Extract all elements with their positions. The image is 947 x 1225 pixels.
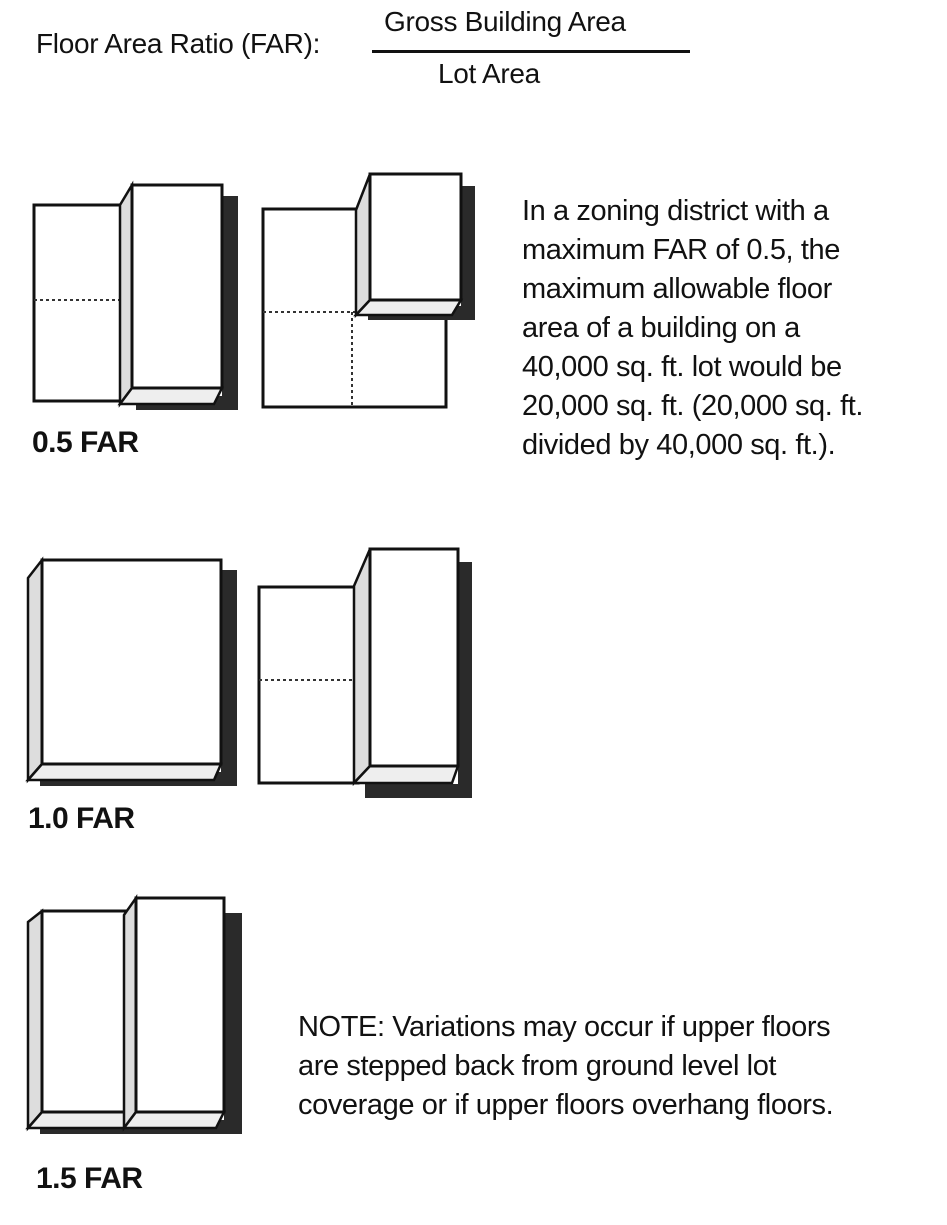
note-line: are stepped back from ground level lot — [298, 1050, 777, 1082]
explanation-line: maximum FAR of 0.5, the — [522, 234, 840, 266]
note-line: NOTE: Variations may occur if upper floors — [298, 1011, 831, 1043]
note-line: coverage or if upper floors overhang floors. — [298, 1089, 834, 1121]
note-text — [298, 1008, 943, 1125]
far-1-0-diagram-b — [259, 549, 472, 798]
formula-label: Floor Area Ratio (FAR): — [36, 28, 321, 59]
far-explanation — [522, 192, 942, 465]
far-label-1-5: 1.5 FAR — [36, 1162, 143, 1195]
formula-denominator: Lot Area — [438, 58, 540, 89]
far-0-5-diagram-a — [34, 185, 238, 410]
formula-numerator: Gross Building Area — [384, 6, 626, 37]
explanation-line: maximum allowable floor — [522, 273, 832, 305]
explanation-line: area of a building on a — [522, 312, 800, 344]
far-1-5-diagram — [28, 898, 242, 1134]
explanation-line: divided by 40,000 sq. ft.). — [522, 429, 836, 461]
explanation-line: 40,000 sq. ft. lot would be — [522, 351, 842, 383]
far-0-5-diagram-b — [263, 174, 475, 407]
explanation-line: In a zoning district with a — [522, 195, 829, 227]
explanation-line: 20,000 sq. ft. (20,000 sq. ft. — [522, 390, 864, 422]
far-1-0-diagram-a — [28, 560, 237, 786]
far-label-0-5: 0.5 FAR — [32, 426, 139, 459]
far-label-1-0: 1.0 FAR — [28, 802, 135, 835]
